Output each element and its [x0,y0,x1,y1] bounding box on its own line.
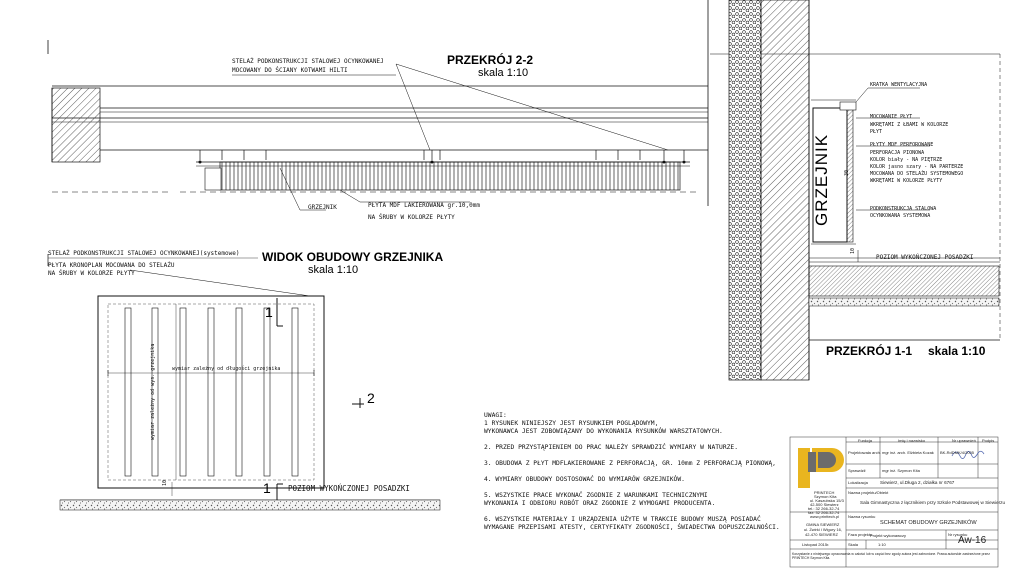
section-1-1-radiator-label: GRZEJNIK [812,133,831,226]
note-line [484,484,780,492]
section-2-2-board-label: PŁYTA MDF LAKIEROWANA gr.10,0mm [368,202,480,209]
view-height-dimension: wymiar zależny od wys. grzejnika [150,343,156,440]
tb-designer-license: BK-RdDMK/4/2005 [940,450,975,455]
tb-company-6: fax: 32 266-32-74 [808,510,840,515]
note-line: 5. WSZYSTKIE PRACE WYKONAĆ ZGODNIE Z WARUNKAMI TECHNICZNYMI [484,492,708,499]
note-line [484,508,780,516]
note-line [484,452,780,460]
tb-phase-label: Faza projektu [848,532,873,537]
section-mark-1-bottom: 1 [263,480,271,496]
section-2-2-scale: skala 1:10 [478,67,529,79]
tb-company-3: ul. Kaszubska 15/3 [810,498,844,503]
section-2-2-radiator-label: GRZEJNIK [308,204,337,211]
section-1-1-dim-10: 10 [850,247,856,254]
general-notes [484,412,780,532]
radiator-cover-view [48,254,440,510]
tb-col-name: Imię i nazwisko [898,438,926,443]
tb-designer-role: Projektowała arch. [848,450,881,455]
view-width-dimension: wymiar zależny od długości grzejnika [172,366,281,372]
note-line: 6. WSZYSTKIE MATERIAŁY I URZĄDZENIA UŻYTE W TRAKCIE BUDOWY MUSZĄ POSIADAĆ [484,516,761,523]
tb-project-label: Nazwa projektu/Obiekt [848,490,889,495]
tb-number: Aw-16 [958,535,987,546]
tb-copyright: Korzystanie z niniejszego opracowania w całości lub w części bez zgody autora jest zabronione. Prawa autorskie zastrzeżone przez PRINTECH Szymon Kita. [792,552,990,560]
section-1-1-mdf-label-5: MOCOWANA DO STELAŻU SYSTEMOWEGO [870,171,964,177]
view-dim-10: 10 [162,479,168,486]
note-line: WYKONANIA I ODBIORU ROBÓT ORAZ ZGODNIE Z WYMOGAMI PRODUCENTA. [484,500,716,507]
note-line: 1 RYSUNEK NINIEJSZY JEST RYSUNKIEM POGLĄDOWYM, [484,420,659,427]
view-floor-level-label: POZIOM WYKOŃCZONEJ POSADZKI [288,484,410,493]
section-1-1-frame-label-1: PODKONSTRUKCJA STALOWA [870,206,937,212]
tb-drawing-name: SCHEMAT OBUDOWY GRZEJNIKÓW [880,520,977,526]
tb-scale: 1:10 [878,542,886,547]
section-1-1-mdf-label-6: WKRĘTAMI W KOLORZE PŁYTY [870,178,943,184]
section-1-1-vent-label: KRATKA WENTYLACYJNA [870,82,928,88]
note-line: 2. PRZED PRZYSTĄPIENIEM DO PRAC NALEŻY SPRAWDZIĆ WYMIARY W NATURZE. [484,444,739,451]
section-2-2-frame-label-1: STELAŻ PODKONSTRUKCJI STALOWEJ OCYNKOWANEJ [232,58,384,65]
tb-investor-2: ul. Żwirki i Wigury 16, [804,527,843,532]
section-mark-2: 2 [367,390,375,406]
view-board-label-2: NA ŚRUBY W KOLORZE PŁYTY [48,270,135,277]
tb-checker-role: Sprawdził [848,468,866,473]
section-1-1-drawing [708,0,1000,380]
tb-company-4: 42-500 Siewierz [810,502,839,507]
tb-col-function: Funkcja [858,438,873,443]
company-logo [798,448,844,488]
note-line: 4. WYMIARY OBUDOWY DOSTOSOWAĆ DO WYMIARÓW GRZEJNIKÓW. [484,476,685,483]
section-1-1-frame-label-2: OCYNKOWANA SYSTEMOWA [870,213,931,219]
view-title: WIDOK OBUDOWY GRZEJNIKA [262,250,444,264]
section-1-1-fixing-label-2: WKRĘTAMI Z ŁBAMI W KOLORZE [870,122,949,128]
section-2-2-frame-label-2: MOCOWANY DO ŚCIANY KOTWAMI HILTI [232,67,348,74]
section-1-1-mdf-label-3: KOLOR biały - NA PIĘTRZE [870,157,943,163]
tb-location-label: Lokalizacja [848,480,868,485]
note-line: WYMAGANE PRZEPISAMI ATESTY, CERTYFIKATY ZGODNOŚCI, ŚWIADECTWA DOPUSZCZALNOŚCI. [484,524,780,531]
tb-company-5: tel.: 32 266-32-74 [808,506,840,511]
tb-checker-name: mgr inż. Szymon Kita [882,468,920,473]
notes-header: UWAGI: [484,412,507,419]
view-frame-label: STELAŻ PODKONSTRUKCJI STALOWEJ OCYNKOWANEJ(systemowe) [48,250,240,257]
section-1-1-fixing-label-1: MOCOWANIE PŁYT [870,114,913,120]
section-1-1-title: PRZEKRÓJ 1-1 [826,344,913,358]
section-1-1-mdf-label-1: PŁYTY MDF PERFOROWANE [870,142,934,148]
tb-col-license: Nr uprawnień [952,438,976,443]
view-scale: skala 1:10 [308,264,359,276]
tb-location: Siewierz, ul.Długa 2, działka nr 6767 [880,480,955,485]
tb-phase: Projekt wykonawczy [870,533,907,538]
tb-company-2: Szymon Kita [814,494,837,499]
note-line: 3. OBUDOWA Z PŁYT MDFLAKIEROWANE Z PERFORACJĄ, GR. 10mm Z PERFORACJĄ PIONOWĄ, [484,460,776,467]
tb-scale-label: Skala [848,542,859,547]
note-line [484,468,780,476]
view-board-label-1: PŁYTA KRONOPLAN MOCOWANA DO STELAŻU [48,262,175,269]
tb-company-1: PRINTECH [814,490,835,495]
section-1-1-dim-30: 30 [844,169,850,176]
section-1-1-fixing-label-3: PŁYT [870,129,883,135]
tb-drawing-label: Nazwa rysunku [848,514,876,519]
tb-date: Listopad 2015r. [802,542,830,547]
tb-investor-1: GMINA SIEWIERZ [806,522,840,527]
section-2-2-title: PRZEKRÓJ 2-2 [447,53,534,67]
tb-designer-name: mgr inż. arch. Elżbieta Kozak [882,450,934,455]
section-1-1-floor-label: POZIOM WYKOŃCZONEJ POSADZKI [876,254,974,261]
section-2-2-screws-label: NA ŚRUBY W KOLORZE PŁYTY [368,214,455,221]
tb-number-label: Nr rysunku [948,532,968,537]
section-mark-1-top: 1 [265,304,273,320]
tb-company-7: www.printtech.pl [810,514,840,519]
section-1-1-mdf-label-2: PERFORACJA PIONOWA [870,150,925,156]
tb-investor-3: 42-470 SIEWIERZ [805,532,838,537]
section-2-2-drawing [48,40,708,210]
section-1-1-scale: skala 1:10 [928,344,986,358]
note-line [484,436,780,444]
tb-project: Sala Gimnastyczna z łącznikiem przy Szkole Podstawowej w Siewierzu [860,500,1006,505]
tb-col-sign: Podpis [982,438,995,443]
section-1-1-mdf-label-4: KOLOR jasno szary - NA PARTERZE [870,164,964,170]
note-line: WYKONAWCA JEST ZOBOWIĄZANY DO WYKONANIA RYSUNKÓW WARSZTATOWYCH. [484,428,723,435]
